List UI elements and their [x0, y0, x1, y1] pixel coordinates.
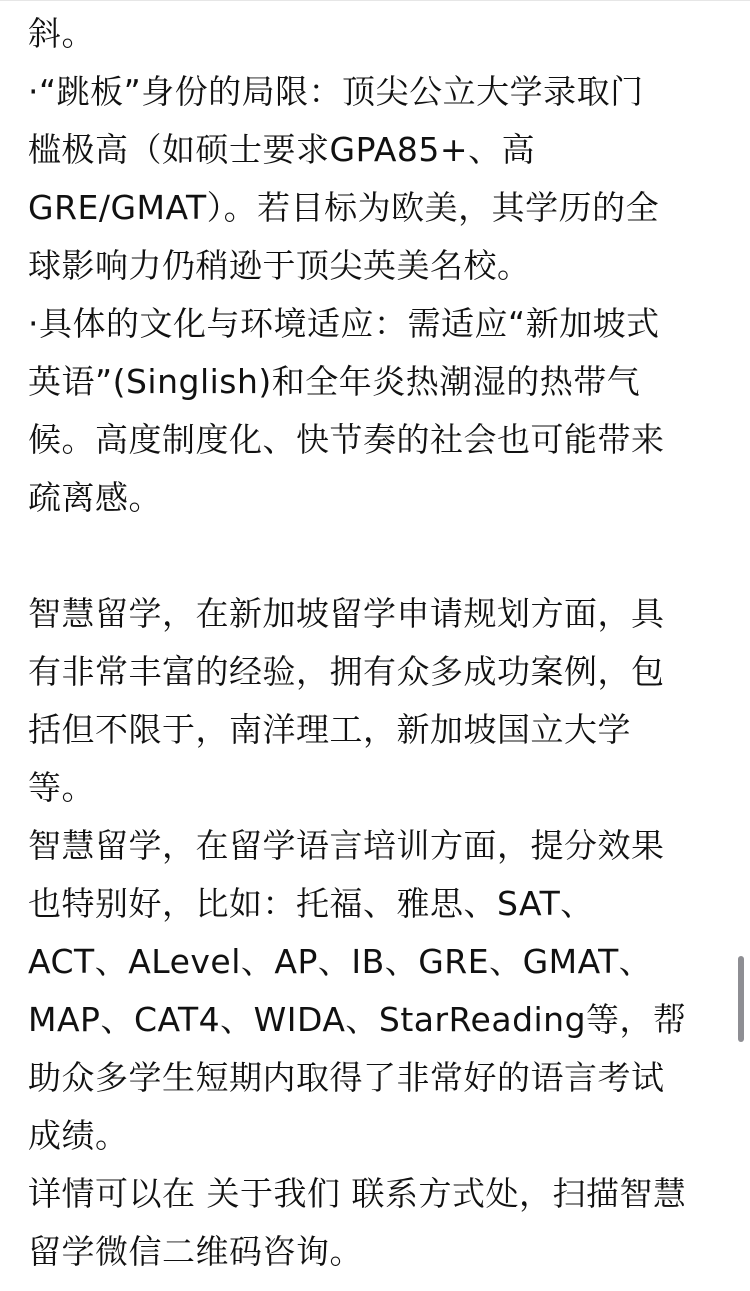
- text-line: 英语”(Singlish)和全年炎热潮湿的热带气: [28, 362, 641, 401]
- text-line: 等。: [28, 768, 95, 807]
- text-line: 也特别好，比如：托福、雅思、SAT、: [28, 884, 594, 923]
- text-line: 槛极高（如硕士要求GPA85+、高: [28, 130, 536, 169]
- text-line: 疏离感。: [28, 478, 162, 517]
- text-line: ·“跳板”身份的局限：顶尖公立大学录取门: [28, 72, 644, 111]
- text-line: 斜。: [28, 14, 95, 53]
- article-body: [28, 5, 724, 1281]
- text-line: 球影响力仍稍逊于顶尖英美名校。: [28, 246, 531, 285]
- text-line: MAP、CAT4、WIDA、StarReading等，帮: [28, 1000, 687, 1039]
- text-line: 助众多学生短期内取得了非常好的语言考试: [28, 1058, 665, 1097]
- text-line: 留学微信二维码咨询。: [28, 1232, 363, 1271]
- text-line: 智慧留学，在新加坡留学申请规划方面，具: [28, 594, 665, 633]
- text-line: 详情可以在 关于我们 联系方式处，扫描智慧: [28, 1174, 687, 1213]
- text-line: 有非常丰富的经验，拥有众多成功案例，包: [28, 652, 665, 691]
- text-line: ACT、ALevel、AP、IB、GRE、GMAT、: [28, 942, 653, 981]
- blank-line: [28, 527, 724, 585]
- scrollbar-thumb[interactable]: [738, 956, 744, 1042]
- text-line: 候。高度制度化、快节奏的社会也可能带来: [28, 420, 665, 459]
- top-divider: [0, 0, 750, 1]
- text-line: 括但不限于，南洋理工，新加坡国立大学: [28, 710, 631, 749]
- text-line: GRE/GMAT）。若目标为欧美，其学历的全: [28, 188, 660, 227]
- text-line: 成绩。: [28, 1116, 129, 1155]
- text-line: ·具体的文化与环境适应：需适应“新加坡式: [28, 304, 660, 343]
- text-line: 智慧留学，在留学语言培训方面，提分效果: [28, 826, 665, 865]
